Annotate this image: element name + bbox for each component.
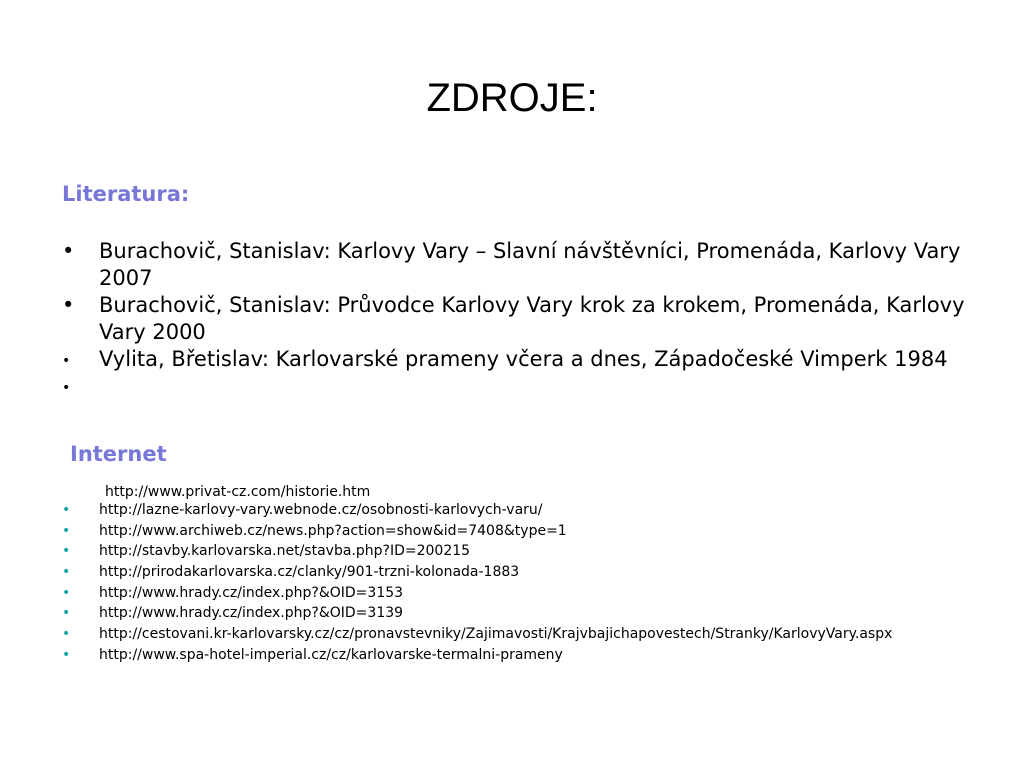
internet-heading: Internet — [70, 442, 167, 466]
list-item — [62, 292, 982, 346]
literatura-heading: Literatura: — [62, 182, 190, 206]
link-text: http://www.archiweb.cz/news.php?action=show&id=7408&type=1 — [99, 522, 567, 539]
slide-title: ZDROJE: — [426, 76, 598, 120]
bullet-icon: • — [62, 522, 71, 539]
bullet-icon: • — [62, 646, 71, 663]
list-item-text: Burachovič, Stanislav: Karlovy Vary – Slavní návštěvníci, Promenáda, Karlovy Vary 2007 — [99, 239, 961, 290]
link-text: http://lazne-karlovy-vary.webnode.cz/osobnosti-karlovych-varu/ — [99, 502, 543, 518]
bullet-icon: • — [62, 564, 71, 581]
bullet-icon: • — [62, 293, 75, 317]
link-text: http://prirodakarlovarska.cz/clanky/901-trzni-kolonada-1883 — [99, 564, 520, 581]
bullet-icon: • — [62, 543, 71, 560]
list-item — [62, 502, 1012, 520]
link-text: http://www.hrady.cz/index.php?&OID=3139 — [99, 605, 404, 622]
bullet-icon: • — [62, 626, 71, 643]
list-item-text: Burachovič, Stanislav: Průvodce Karlovy Vary krok za krokem, Promenáda, Karlovy Vary 2000 — [99, 293, 965, 344]
link-first: http://www.privat-cz.com/historie.htm — [105, 484, 371, 500]
list-item — [62, 238, 982, 292]
list-item — [62, 585, 1012, 603]
bullet-icon: • — [62, 380, 71, 396]
bullet-icon: • — [62, 353, 71, 369]
list-item-text: Vylita, Břetislav: Karlovarské prameny včera a dnes, Západočeské Vimperk 1984 — [99, 347, 948, 371]
bullet-icon: • — [62, 584, 71, 601]
list-item — [62, 605, 1012, 623]
bullet-icon: • — [62, 502, 71, 518]
link-text: http://cestovani.kr-karlovarsky.cz/cz/pronavstevniky/Zajimavosti/Krajvbajichapovestech/Stranky/KarlovyVary.aspx — [99, 626, 893, 643]
list-item — [62, 543, 1012, 561]
link-text: http://www.hrady.cz/index.php?&OID=3153 — [99, 584, 404, 601]
bullet-icon: • — [62, 239, 75, 263]
link-text: http://www.spa-hotel-imperial.cz/cz/karlovarske-termalni-prameny — [99, 646, 563, 663]
link-text: http://stavby.karlovarska.net/stavba.php?ID=200215 — [99, 543, 471, 560]
list-item — [62, 647, 1012, 665]
list-item — [62, 373, 982, 400]
internet-list — [62, 502, 1012, 668]
list-item — [62, 346, 982, 373]
list-item — [62, 564, 1012, 582]
literatura-list — [62, 238, 982, 400]
list-item — [62, 626, 1012, 644]
list-item — [62, 523, 1012, 541]
bullet-icon: • — [62, 605, 71, 622]
